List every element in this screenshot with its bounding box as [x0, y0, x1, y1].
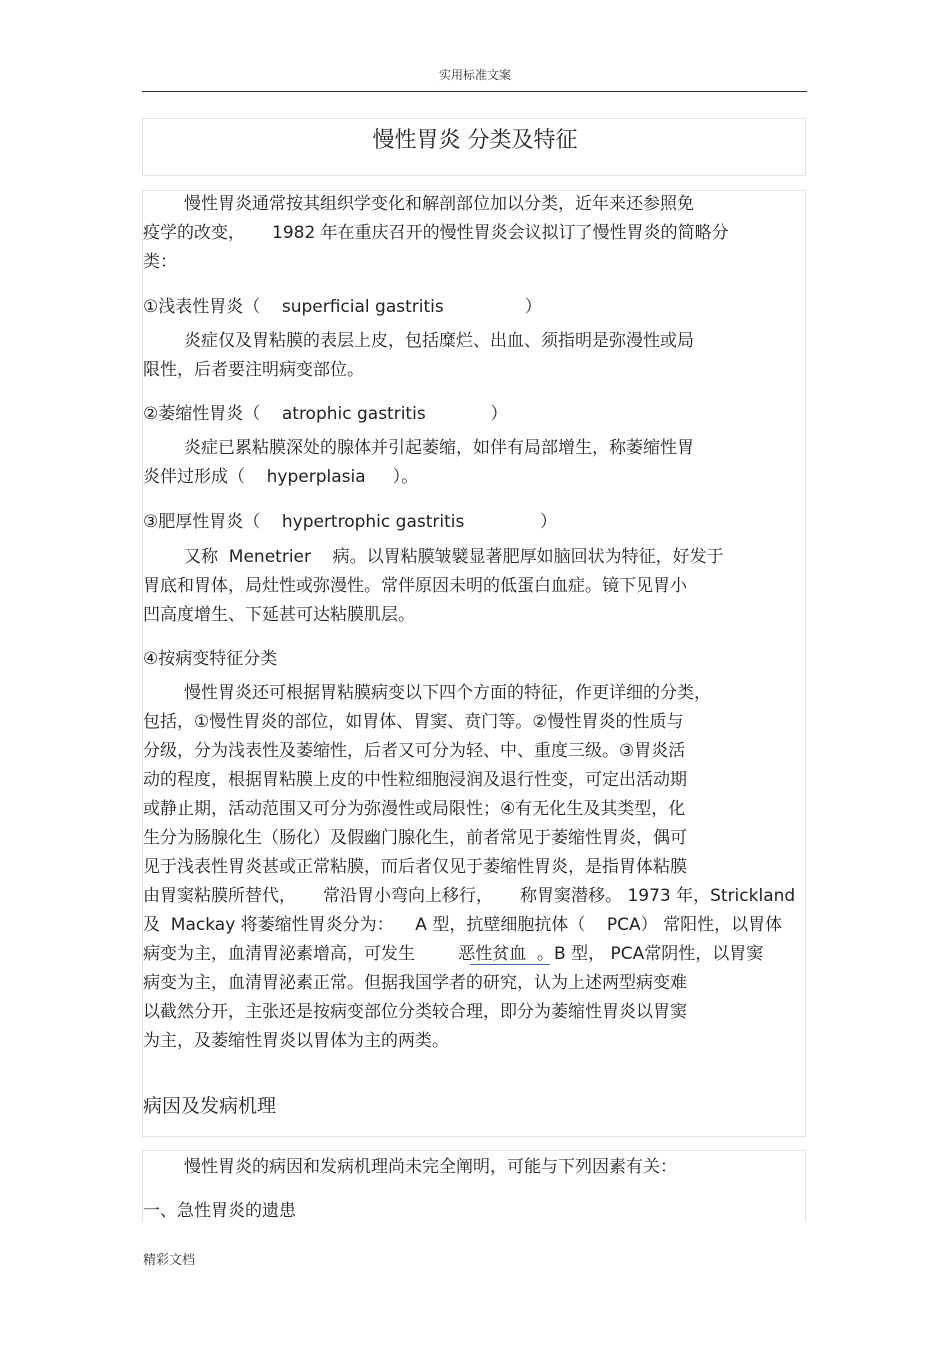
paragraph-line: 病变为主，血清胃泌素正常。但据我国学者的研究，认为上述两型病变难	[143, 973, 687, 993]
paragraph-line: 疫学的改变， 1982 年在重庆召开的慢性胃炎会议拟订了慢性胃炎的简略分	[143, 223, 729, 243]
type2-heading: ②萎缩性胃炎（ atrophic gastritis ）	[143, 404, 508, 424]
paragraph-line: 慢性胃炎还可根据胃粘膜病变以下四个方面的特征，作更详细的分类，	[184, 683, 711, 703]
paragraph-line: 动的程度，根据胃粘膜上皮的中性粒细胞浸润及退行性变，可定出活动期	[143, 770, 687, 790]
paragraph-line: 为主，及萎缩性胃炎以胃体为主的两类。	[143, 1031, 449, 1051]
subheading: 一、急性胃炎的遗患	[143, 1201, 296, 1221]
paragraph-line: 凹高度增生、下延甚可达粘膜肌层。	[143, 605, 415, 625]
paragraph-line: 限性，后者要注明病变部位。	[143, 360, 364, 380]
section-heading-etiology: 病因及发病机理	[143, 1095, 277, 1117]
paragraph-line: 及 Mackay 将萎缩性胃炎分为： A 型，抗壁细胞抗体（ PCA） 常阳性，以胃体	[143, 915, 783, 935]
paragraph-line: 或静止期，活动范围又可分为弥漫性或局限性；④有无化生及其类型，化	[143, 799, 686, 819]
type3-heading: ③肥厚性胃炎（ hypertrophic gastritis ）	[143, 512, 557, 532]
page-footer-text: 精彩文档	[143, 1253, 196, 1268]
pernicious-anemia-underline	[470, 964, 550, 965]
paragraph-line: 胃底和胃体，局灶性或弥漫性。常伴原因未明的低蛋白血症。镜下见胃小	[143, 576, 687, 596]
paragraph-line: 类：	[143, 252, 177, 272]
document-title: 慢性胃炎 分类及特征	[372, 128, 578, 153]
paragraph-line: 慢性胃炎的病因和发病机理尚未完全阐明，可能与下列因素有关：	[184, 1157, 677, 1177]
paragraph-line: 病变为主，血清胃泌素增高，可发生 恶性贫血 。B 型， PCA常阴性，以胃窦	[143, 944, 764, 964]
paragraph-line: 慢性胃炎通常按其组织学变化和解剖部位加以分类，近年来还参照免	[184, 194, 694, 214]
paragraph-line: 生分为肠腺化生（肠化）及假幽门腺化生，前者常见于萎缩性胃炎，偶可	[143, 828, 687, 848]
paragraph-line: 炎伴过形成（ hyperplasia ）。	[143, 467, 419, 487]
paragraph-line: 分级，分为浅表性及萎缩性，后者又可分为轻、中、重度三级。③胃炎活	[143, 741, 686, 761]
paragraph-line: 又称 Menetrier 病。以胃粘膜皱襞显著肥厚如脑回状为特征，好发于	[184, 547, 724, 567]
page-header-text: 实用标准文案	[438, 68, 511, 82]
paragraph-line: 由胃窦粘膜所替代， 常沿胃小弯向上移行， 称胃窦潜移。 1973 年，Strickland	[143, 886, 796, 906]
type4-heading: ④按病变特征分类	[143, 649, 278, 669]
paragraph-line: 炎症已累粘膜深处的腺体并引起萎缩，如伴有局部增生，称萎缩性胃	[184, 438, 694, 458]
paragraph-line: 炎症仅及胃粘膜的表层上皮，包括糜烂、出血、须指明是弥漫性或局	[184, 331, 694, 351]
paragraph-line: 以截然分开，主张还是按病变部位分类较合理，即分为萎缩性胃炎以胃窦	[143, 1002, 687, 1022]
paragraph-line: 见于浅表性胃炎甚或正常粘膜，而后者仅见于萎缩性胃炎，是指胃体粘膜	[143, 857, 687, 877]
header-rule	[142, 91, 807, 92]
paragraph-line: 包括，①慢性胃炎的部位，如胃体、胃窦、贲门等。②慢性胃炎的性质与	[143, 712, 684, 732]
type1-heading: ①浅表性胃炎（ superficial gastritis ）	[143, 297, 542, 317]
